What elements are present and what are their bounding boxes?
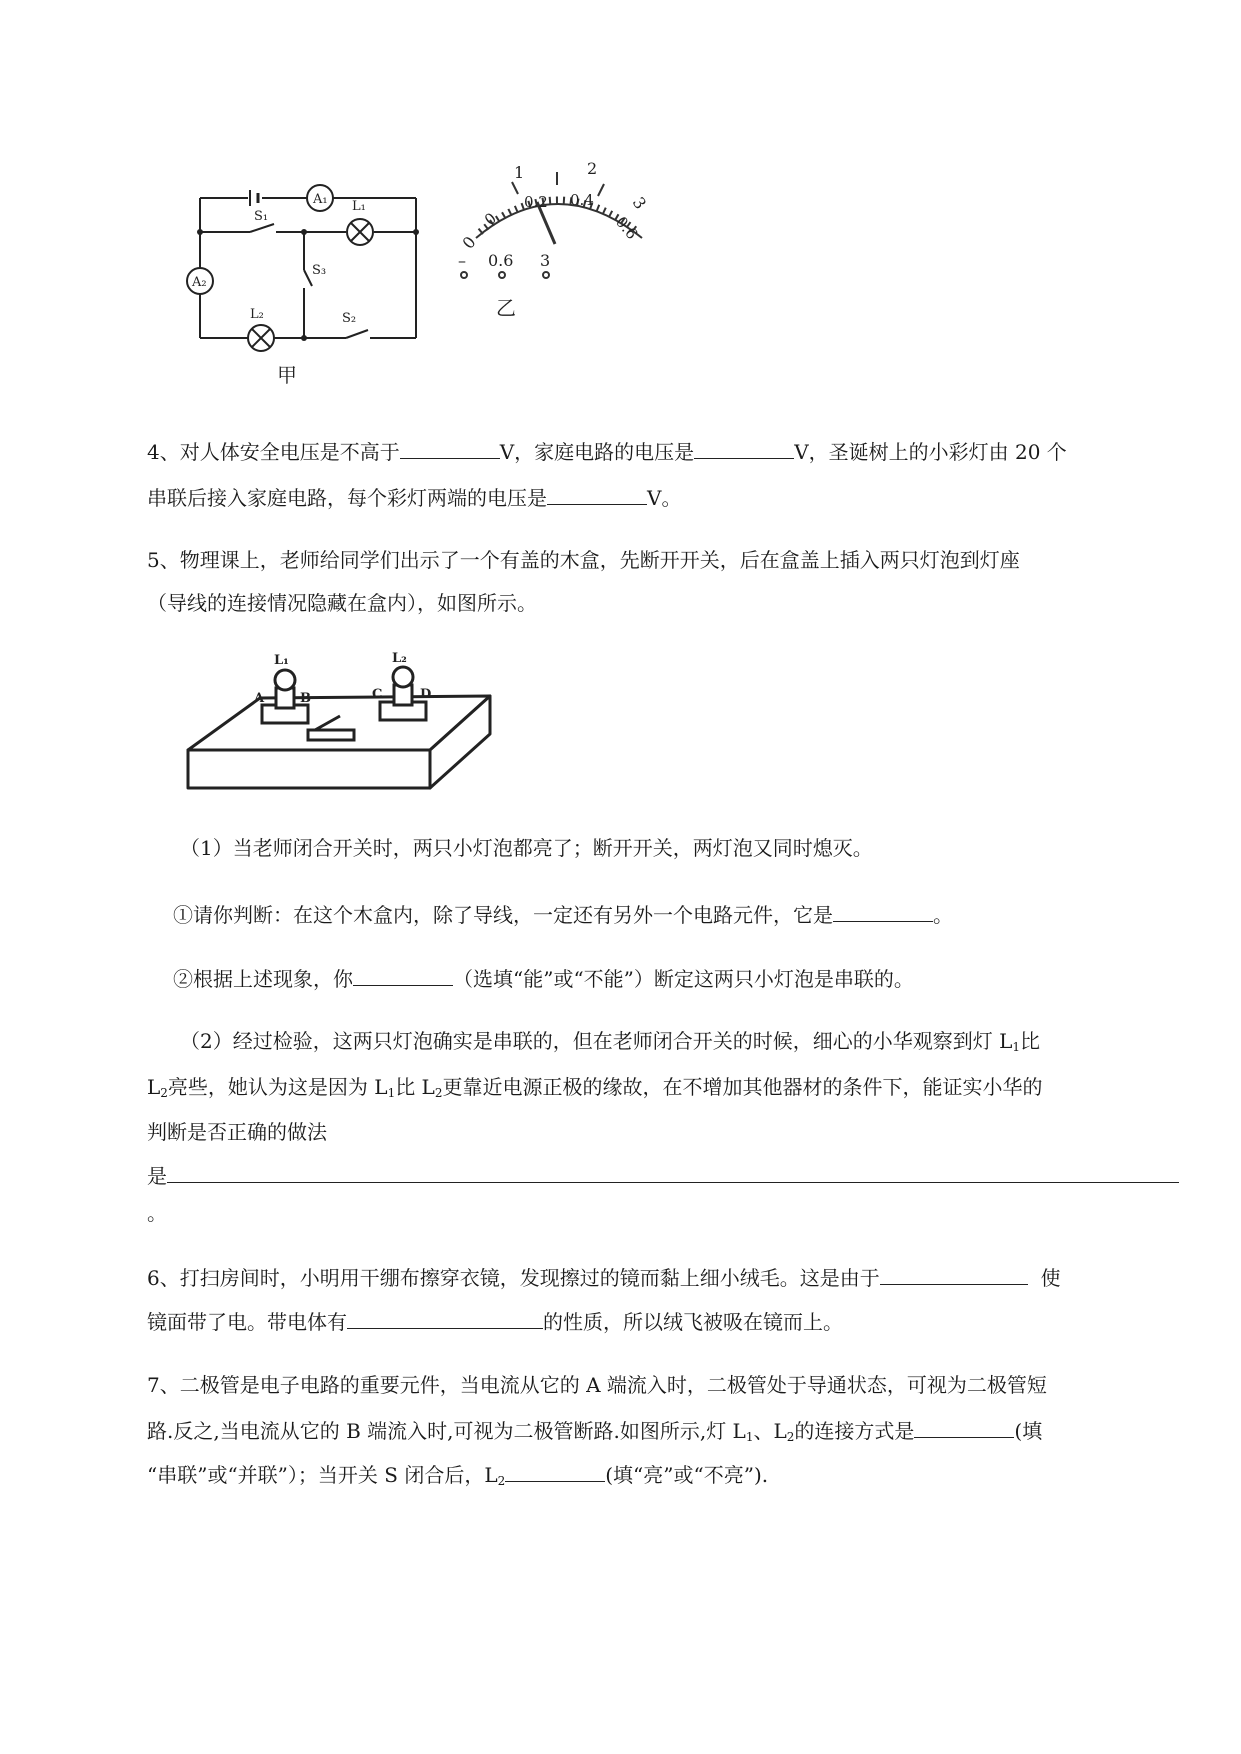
q5-part-1: （1）当老师闭合开关时，两只小灯泡都亮了；断开开关，两灯泡又同时熄灭。 bbox=[180, 836, 873, 860]
label-s2: S₂ bbox=[342, 311, 357, 326]
label-l2: L₂ bbox=[250, 307, 264, 322]
label-s3: S₃ bbox=[312, 263, 327, 278]
terminal-06-label: 0.6 bbox=[488, 251, 514, 270]
q4-blank-1[interactable] bbox=[400, 436, 500, 459]
scale-top-1: 1 bbox=[514, 163, 525, 182]
q7-line-1: 7、二极管是电子电路的重要元件，当电流从它的 A 端流入时，二极管处于导通状态，可视为二极管短 bbox=[147, 1373, 1047, 1397]
q5-part-2-line-4: 是 bbox=[147, 1160, 1179, 1190]
q6-line-1: 6、打扫房间时，小明用干绷布擦穿衣镜，发现擦过的镜而黏上细小绒毛。这是由于 使 bbox=[147, 1262, 1060, 1292]
q6-blank-2[interactable] bbox=[347, 1306, 543, 1329]
figure-caption-jia: 甲 bbox=[277, 363, 297, 387]
scale-top-3: 3 bbox=[628, 193, 651, 213]
q5-blank-2[interactable] bbox=[353, 963, 453, 986]
q5-blank-3[interactable] bbox=[167, 1160, 1179, 1183]
q7-blank-1[interactable] bbox=[914, 1415, 1014, 1438]
q7-line-2: 路.反之,当电流从它的 B 端流入时,可视为二极管断路.如图所示,灯 $L_1$、$L_2$的连接方式是 (填 bbox=[147, 1415, 1042, 1451]
box-label-b: B bbox=[300, 691, 311, 706]
label-l1: L₁ bbox=[352, 199, 366, 214]
scale-bottom-04: 0.4 bbox=[570, 191, 594, 209]
box-label-a: A bbox=[254, 691, 265, 706]
box-label-d: D bbox=[420, 687, 432, 702]
q5-part-2-line-5: 。 bbox=[147, 1201, 167, 1225]
terminal-3-label: 3 bbox=[540, 251, 551, 270]
q7-line-3: “串联”或“并联”）；当开关 S 闭合后，$L_2$ (填“亮”或“不亮”). bbox=[147, 1459, 768, 1495]
q5-line-1: 5、物理课上，老师给同学们出示了一个有盖的木盒，先断开开关，后在盒盖上插入两只灯泡到灯座 bbox=[147, 548, 1020, 572]
q7-blank-2[interactable] bbox=[505, 1459, 605, 1482]
q5-part-2-line-1: （2）经过检验，这两只灯泡确实是串联的，但在老师闭合开关的时候，细心的小华观察到灯 $L_1$比 bbox=[180, 1029, 1041, 1054]
ammeter-dial-yi bbox=[452, 160, 682, 360]
box-label-c: C bbox=[372, 687, 383, 702]
q4-blank-2[interactable] bbox=[694, 436, 794, 459]
scale-top-0: 0 bbox=[458, 232, 480, 253]
label-a2: A₂ bbox=[192, 275, 207, 290]
q4-blank-3[interactable] bbox=[547, 482, 647, 505]
q5-part-1-q1: ①请你判断：在这个木盒内，除了导线，一定还有另外一个电路元件，它是 。 bbox=[173, 899, 953, 929]
label-a1: A₁ bbox=[313, 192, 328, 207]
q5-part-2-line-3: 判断是否正确的做法 bbox=[147, 1120, 327, 1144]
q5-part-2-line-2: $L_2$亮些，她认为这是因为 $L_1$比 $L_2$更靠近电源正极的缘故，在不增加其他器材的条件下，能证实小华的 bbox=[147, 1075, 1043, 1100]
box-label-l1: L₁ bbox=[274, 653, 289, 668]
wooden-box-figure bbox=[180, 650, 500, 800]
label-s1: S₁ bbox=[254, 209, 269, 224]
box-label-l2: L₂ bbox=[392, 651, 407, 666]
q6-blank-1[interactable] bbox=[880, 1262, 1028, 1285]
scale-top-2: 2 bbox=[587, 160, 598, 178]
q6-line-2: 镜面带了电。带电体有 的性质，所以绒飞被吸在镜而上。 bbox=[147, 1306, 843, 1336]
terminal-minus-label: – bbox=[458, 251, 466, 270]
q5-part-1-q2: ②根据上述现象，你 （选填“能”或“不能”）断定这两只小灯泡是串联的。 bbox=[173, 963, 914, 993]
scale-bottom-0: 0 bbox=[481, 209, 500, 230]
q5-line-2: （导线的连接情况隐藏在盒内），如图所示。 bbox=[147, 591, 537, 615]
q4-line-2: 串联后接入家庭电路，每个彩灯两端的电压是 V。 bbox=[147, 482, 681, 512]
figure-caption-yi: 乙 bbox=[496, 296, 516, 320]
scale-bottom-06: 0.6 bbox=[611, 213, 642, 243]
scale-bottom-02: 0.2 bbox=[524, 193, 548, 211]
circuit-diagram-jia bbox=[170, 160, 430, 390]
q4-line-1: 4、对人体安全电压是不高于 V，家庭电路的电压是 V，圣诞树上的小彩灯由 20 个 bbox=[147, 436, 1067, 466]
q5-blank-1[interactable] bbox=[833, 899, 933, 922]
